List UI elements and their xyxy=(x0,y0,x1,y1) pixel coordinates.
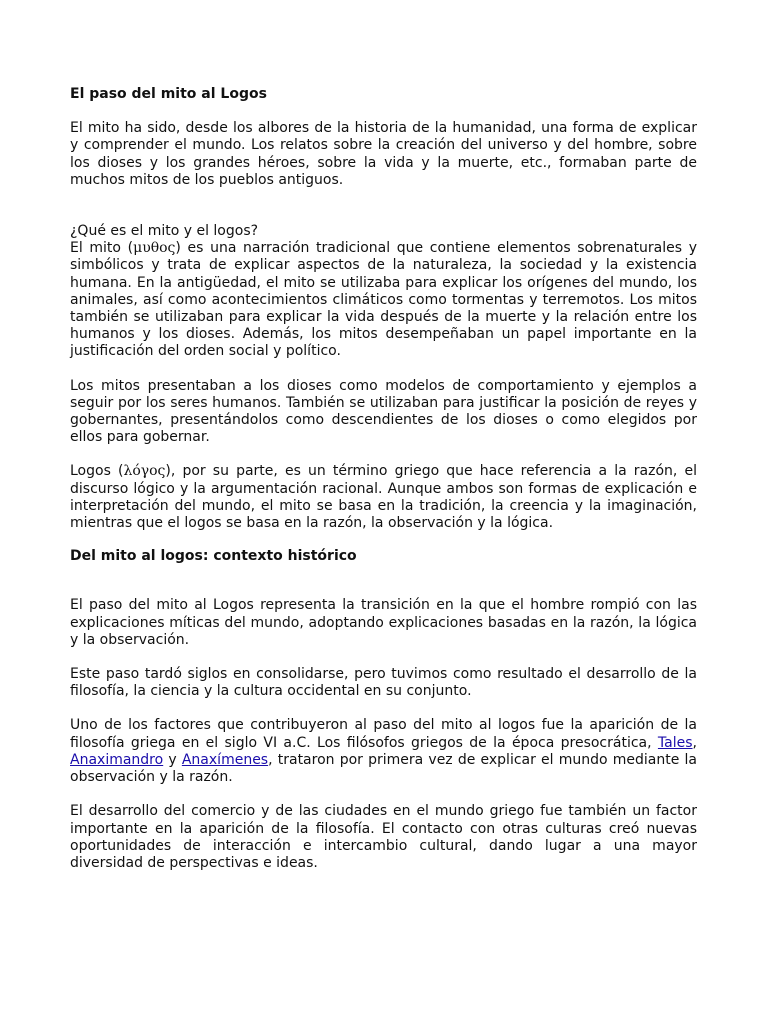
section-heading: Del mito al logos: contexto histórico xyxy=(70,548,357,565)
tales-link[interactable]: Tales xyxy=(657,734,693,751)
transicion-paragraph: El paso del mito al Logos representa la transición en la que el hombre rompió con las explicaciones míticas del mundo, adoptando explicaciones basadas en la razón, la lógica y la observación. xyxy=(70,597,697,648)
logos-greek-term: λόγος xyxy=(123,463,166,480)
intro-paragraph: El mito ha sido, desde los albores de la historia de la humanidad, una forma de explicar y comprender el mundo. Los relatos sobre la creación del universo y del hombre, sobre los dioses y los grandes héroes, sobre la vida y la muerte, etc., formaban parte de muchos mitos de los pueblos antiguos. xyxy=(70,120,697,188)
comma-separator: , xyxy=(692,734,697,751)
siglos-paragraph: Este paso tardó siglos en consolidarse, pero tuvimos como resultado el desarrollo de la filosofía, la ciencia y la cultura occidental en su conjunto. xyxy=(70,666,697,700)
factores-text-after: , trataron por primera vez de explicar el mundo mediante la observación y la razón. xyxy=(70,751,697,786)
y-separator: y xyxy=(163,751,182,768)
document-title: El paso del mito al Logos xyxy=(70,86,267,102)
question-line: ¿Qué es el mito y el logos? xyxy=(70,223,259,240)
comercio-paragraph: El desarrollo del comercio y de las ciudades en el mundo griego fue también un factor importante en la aparición de la filosofía. El contacto con otras culturas creó nuevas oportunidades de interacción e intercambio cultural, dando lugar a una mayor diversidad de perspectivas e ideas. xyxy=(70,803,697,871)
mito-text-after: ) es una narración tradicional que contiene elementos sobrenaturales y simbólicos y trata de explicar aspectos de la naturaleza, la sociedad y la existencia humana. En la antigüedad, el mito se utilizaba para explicar los orígenes del mundo, los animales, así como acontecimientos climáticos como tormentas y terremotos. Los mitos también se utilizaban para explicar la vida después de la muerte y la relación entre los humanos y los dioses. Además, los mitos desempeñaban un papel importante en la justificación del orden social y político. xyxy=(70,240,697,360)
logos-text-after: ), por su parte, es un término griego que hace referencia a la razón, el discurso lógico y la argumentación racional. Aunque ambos son formas de explicación e interpretación del mundo, el mito se basa en la tradición, la creencia y la imaginación, mientras que el logos se basa en la razón, la observación y la lógica. xyxy=(70,463,697,532)
logos-text-before: Logos ( xyxy=(70,463,124,480)
document-page xyxy=(70,86,697,872)
anaximandro-link[interactable]: Anaximandro xyxy=(70,751,164,768)
anaximenes-link[interactable]: Anaxímenes xyxy=(181,751,269,768)
dioses-paragraph: Los mitos presentaban a los dioses como modelos de comportamiento y ejemplos a seguir por los seres humanos. También se utilizaban para justificar la posición de reyes y gobernantes, presentándolos como descendientes de los dioses o como elegidos por ellos para gobernar. xyxy=(70,377,697,446)
mito-text-before: El mito ( xyxy=(70,240,134,257)
logos-paragraph xyxy=(70,463,697,532)
mito-greek-term: μυθος xyxy=(133,240,176,257)
factores-text-before: Uno de los factores que contribuyeron al paso del mito al logos fue la aparición de la filosofía griega en el siglo VI a.C. Los filósofos griegos de la época presocrática, xyxy=(70,717,697,751)
factores-paragraph xyxy=(70,717,697,786)
mito-paragraph xyxy=(70,240,697,360)
